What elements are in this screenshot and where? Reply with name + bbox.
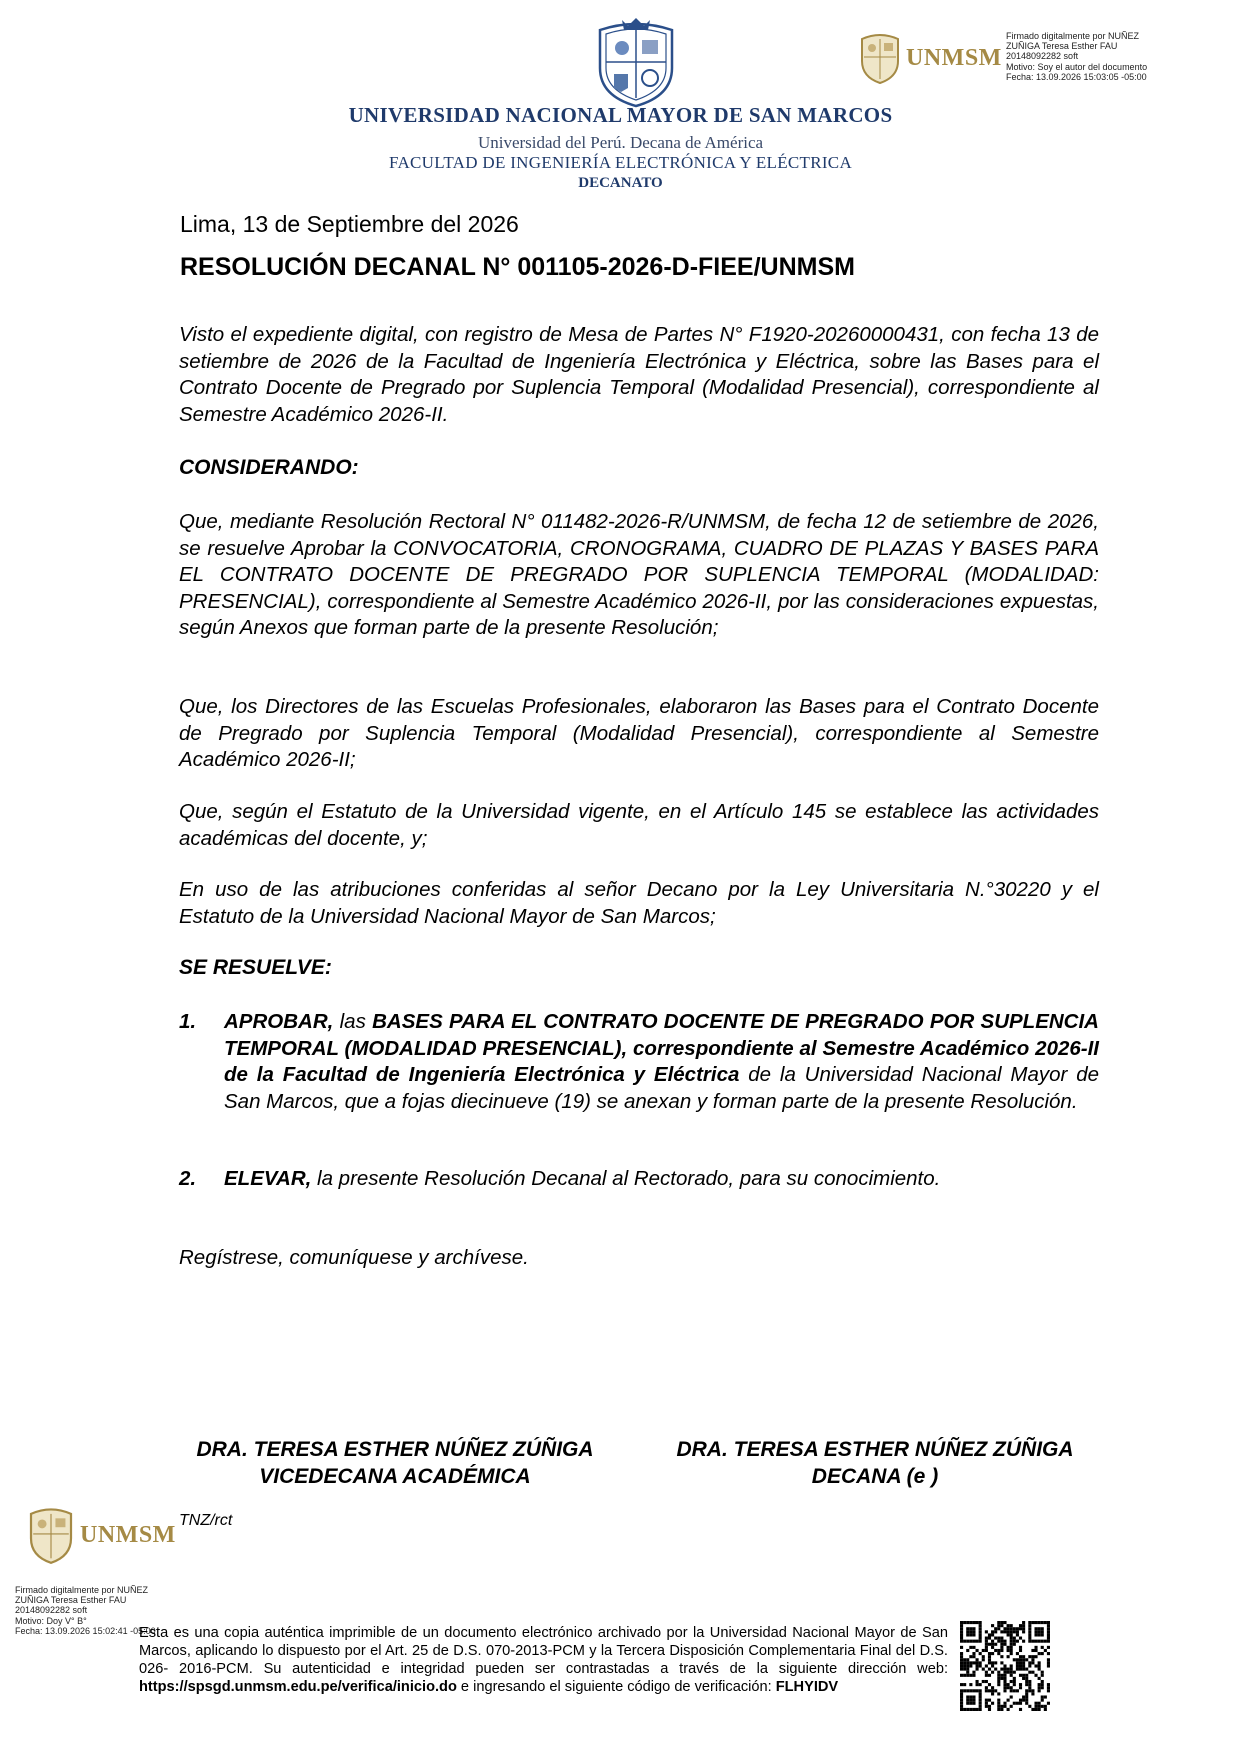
digital-signature-info-top: [1006, 31, 1236, 82]
item-verb: APROBAR,: [224, 1010, 334, 1033]
digital-signature-logo-top: [858, 31, 1002, 85]
signature-line: Motivo: Soy el autor del documento: [1006, 61, 1148, 72]
document-date: Lima, 13 de Septiembre del 2026: [180, 211, 519, 237]
se-resuelve-heading: SE RESUELVE:: [179, 956, 332, 979]
initials: TNZ/rct: [179, 1512, 233, 1529]
university-crest-icon: [592, 16, 680, 108]
closing-line: Regístrese, comuníquese y archívese.: [179, 1246, 529, 1269]
office-name: DECANATO: [578, 175, 663, 191]
university-tagline: Universidad del Perú. Decana de América: [477, 133, 764, 152]
verification-code: FLHYIDV: [775, 1679, 839, 1695]
resolution-item-2: [179, 1166, 1099, 1193]
footer-text-2: e ingresando el siguiente código de verificación:: [456, 1679, 776, 1695]
considerando-paragraph-2: Que, los Directores de las Escuelas Profesionales, elaboraron las Bases para el Contrato Docente de Pregrado por Suplencia Temporal (Modalidad Presencial), correspondiente al Semestre Académico 2026-II;: [179, 695, 1099, 771]
item-rest: de la Universidad Nacional Mayor de San Marcos, que a fojas diecinueve (19) se anexan y forman parte de la presente Resolución.: [224, 1063, 1099, 1113]
signature-line: ZUÑIGA Teresa Esther FAU: [1006, 41, 1118, 52]
considerando-paragraph-3: Que, según el Estatuto de la Universidad vigente, en el Artículo 145 se establece las actividades académicas del docente, y;: [179, 800, 1099, 850]
considerando-heading: CONSIDERANDO:: [179, 456, 359, 479]
authenticity-footer: [139, 1624, 948, 1696]
signature-line: Motivo: Doy V° B°: [15, 1615, 87, 1626]
unmsm-seal-icon: [858, 31, 902, 85]
signature-line: 20148092282 soft: [1006, 51, 1079, 62]
item-rest: la presente Resolución Decanal al Rectorado, para su conocimiento.: [311, 1167, 941, 1190]
unmsm-logo-text: UNMSM: [906, 44, 1002, 71]
verification-url[interactable]: https://spsgd.unmsm.edu.pe/verifica/inicio.do: [139, 1679, 457, 1695]
item-pre: las: [333, 1010, 373, 1033]
signature-line: ZUÑIGA Teresa Esther FAU: [15, 1595, 127, 1606]
signer-left: [170, 1436, 620, 1490]
item-text: [224, 1009, 1099, 1115]
digital-signature-logo-bottom: [26, 1505, 176, 1565]
signature-line: Firmado digitalmente por NUÑEZ: [1006, 31, 1140, 41]
item-number: 2.: [179, 1167, 197, 1190]
faculty-name: FACULTAD DE INGENIERÍA ELECTRÓNICA Y ELÉCTRICA: [388, 153, 853, 172]
considerando-paragraph-4: En uso de las atribuciones conferidas al señor Decano por la Ley Universitaria N.°30220 y el Estatuto de la Universidad Nacional Mayor de San Marcos;: [179, 878, 1099, 928]
signer-name: DRA. TERESA ESTHER NÚÑEZ ZÚÑIGA: [196, 1438, 594, 1461]
signer-role: VICEDECANA ACADÉMICA: [259, 1465, 531, 1488]
resolution-item-1: [179, 1009, 1099, 1115]
visto-paragraph: Visto el expediente digital, con registro de Mesa de Partes N° F1920-20260000431, con fecha 13 de setiembre de 2026 de la Facultad de Ingeniería Electrónica y Eléctrica, sobre las Bases para el Contrato Docente de Pregrado por Suplencia Temporal (Modalidad Presencial), correspondiente al Semestre Académico 2026-II.: [179, 323, 1099, 426]
signature-line: Fecha: 13.09.2026 15:02:41 -05:00: [15, 1625, 156, 1636]
signature-line: 20148092282 soft: [15, 1605, 88, 1616]
unmsm-seal-icon: [26, 1505, 76, 1565]
item-bold-text: BASES PARA EL CONTRATO DOCENTE DE PREGRADO POR SUPLENCIA TEMPORAL (MODALIDAD PRESENCIAL), correspondiente al Semestre Académico 2026-II de la Facultad de Ingeniería Electrónica y Eléctrica: [224, 1010, 1099, 1086]
university-name: UNIVERSIDAD NACIONAL MAYOR DE SAN MARCOS: [348, 103, 893, 127]
signer-name: DRA. TERESA ESTHER NÚÑEZ ZÚÑIGA: [676, 1438, 1074, 1461]
considerando-paragraph-1: Que, mediante Resolución Rectoral N° 011482-2026-R/UNMSM, de fecha 12 de setiembre de 2026, se resuelve Aprobar la CONVOCATORIA, CRONOGRAMA, CUADRO DE PLAZAS Y BASES PARA EL CONTRATO DOCENTE DE PREGRADO POR SUPLENCIA TEMPORAL (MODALIDAD: PRESENCIAL), correspondiente al Semestre Académico 2026-II, por las consideraciones expuestas, según Anexos que forman parte de la presente Resolución;: [179, 510, 1099, 639]
qr-code-icon: [960, 1621, 1050, 1711]
signature-line: Fecha: 13.09.2026 15:03:05 -05:00: [1006, 71, 1147, 82]
item-number: 1.: [179, 1010, 197, 1033]
unmsm-logo-text: UNMSM: [80, 1521, 176, 1548]
resolution-title: RESOLUCIÓN DECANAL N° 001105-2026-D-FIEE/UNMSM: [180, 253, 855, 281]
item-text: [224, 1166, 1099, 1193]
signer-role: DECANA (e ): [811, 1465, 939, 1488]
signature-line: Firmado digitalmente por NUÑEZ: [15, 1585, 149, 1595]
signer-right: [650, 1436, 1100, 1490]
footer-text: Esta es una copia auténtica imprimible de un documento electrónico archivado por la Universidad Nacional Mayor de San Marcos, aplicando lo dispuesto por el Art. 25 de D.S. 070-2013-PCM y la Tercera Disposición Complementaria Final del D.S. 026- 2016-PCM. Su autenticidad e integridad pueden ser contrastadas a través de la siguiente dirección web:: [139, 1625, 948, 1677]
item-verb: ELEVAR,: [224, 1167, 312, 1190]
